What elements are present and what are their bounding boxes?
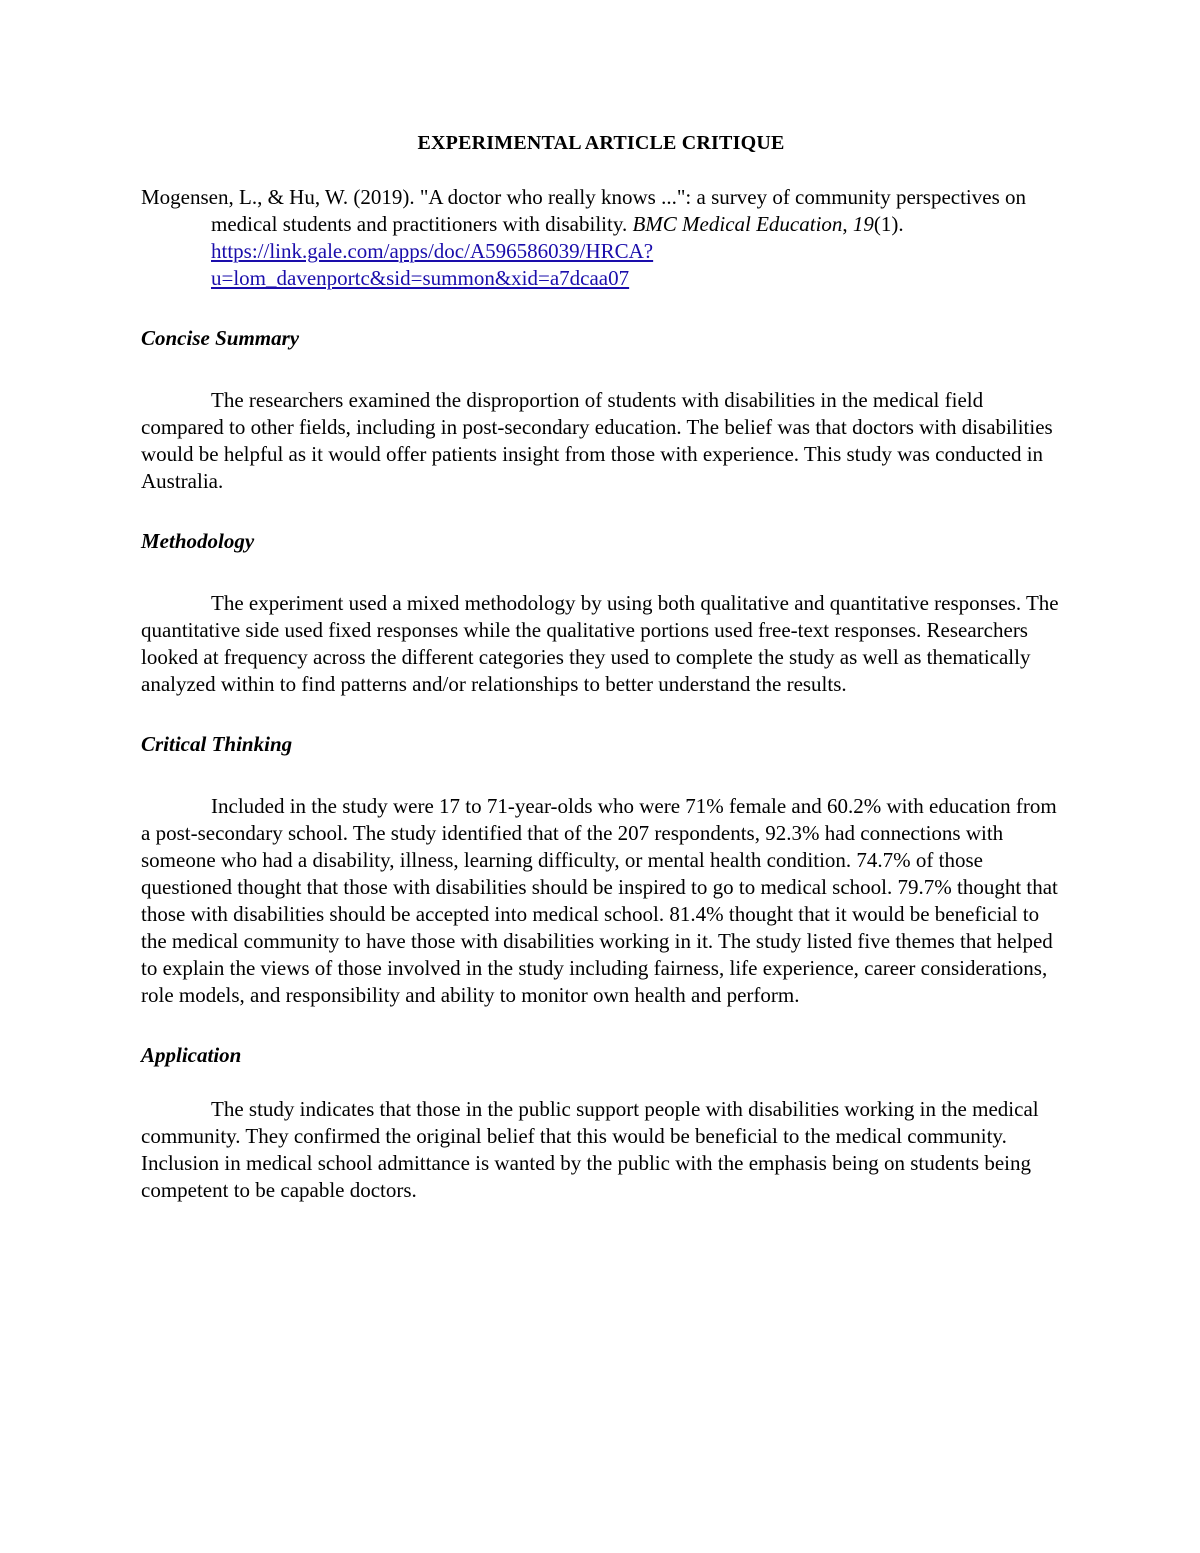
paragraph-application: The study indicates that those in the public support people with disabilities working in the medical community. They confirmed the original belief that this would be beneficial to the medical community. Inclusion in medical school admittance is wanted by the public with the emphasis being on students being competent to be capable doctors. — [141, 1097, 1039, 1202]
heading-concise-summary: Concise Summary — [141, 326, 300, 350]
paragraph-critical-thinking: Included in the study were 17 to 71-year-olds who were 71% female and 60.2% with education from a post-secondary school. The study identified that of the 207 respondents, 92.3% had connections with someone who had a disability, illness, learning difficulty, or mental health condition. 74.7% of those questioned thought that those with disabilities should be inspired to go to medical school. 79.7% thought that those with disabilities should be accepted into medical school. 81.4% thought that it would be beneficial to the medical community to have those with disabilities working in it. The study listed five themes that helped to explain the views of those involved in the study including fairness, life experience, career considerations, role models, and responsibility and ability to monitor own health and perform. — [141, 794, 1058, 1007]
citation-comma: , — [842, 212, 853, 236]
document-title: EXPERIMENTAL ARTICLE CRITIQUE — [417, 132, 785, 154]
citation-link[interactable]: https://link.gale.com/apps/doc/A596586039/HRCA?u=lom_davenportc&sid=summon&xid=a7dcaa07 — [211, 239, 654, 290]
paragraph-concise-summary: The researchers examined the disproportion of students with disabilities in the medical field compared to other fields, including in post-secondary education. The belief was that doctors with disabilities would be helpful as it would offer patients insight from those with experience. This study was conducted in Australia. — [141, 388, 1053, 493]
citation — [141, 184, 1061, 292]
citation-authors: Mogensen, L., & Hu, W. (2019). "A doctor who really knows ...": a survey of community perspectives on medical students and practitioners with disability. — [141, 185, 1027, 236]
citation-journal: BMC Medical Education — [632, 212, 843, 236]
heading-methodology: Methodology — [141, 529, 255, 553]
document-content — [141, 130, 1061, 1204]
heading-application: Application — [141, 1043, 242, 1067]
citation-volume: 19 — [852, 212, 874, 236]
heading-critical-thinking: Critical Thinking — [141, 732, 293, 756]
paragraph-methodology: The experiment used a mixed methodology by using both qualitative and quantitative responses. The quantitative side used fixed responses while the qualitative portions used free-text responses. Researchers looked at frequency across the different categories they used to complete the study as well as thematically analyzed within to find patterns and/or relationships to better understand the results. — [141, 591, 1059, 696]
citation-issue: (1). — [873, 212, 904, 236]
